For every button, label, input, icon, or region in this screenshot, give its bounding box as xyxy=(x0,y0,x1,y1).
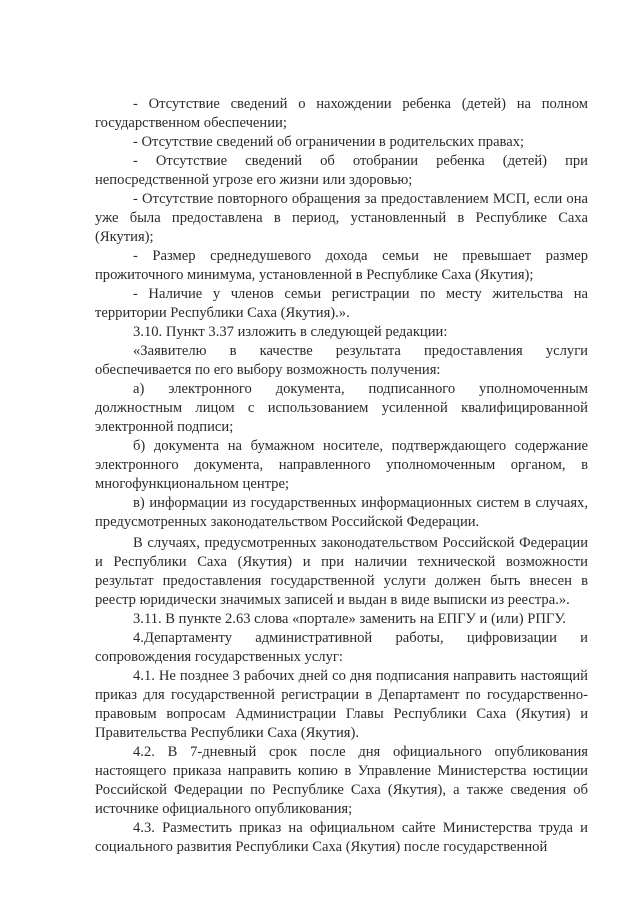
paragraph-4-1: 4.1. Не позднее 3 рабочих дней со дня подписания направить настоящий приказ для государственной регистрации в Департамент по государственно-правовым вопросам Администрации Главы Республики Саха (Якутия) и Правительства Республики Саха (Якутия). xyxy=(95,668,588,741)
paragraph-registry: В случаях, предусмотренных законодательством Российской Федерации и Республики Саха (Якутия) и при наличии технической возможности результат предоставления государственной услуги должен быть внесен в реестр юридически значимых записей и выдан в виде выписки из реестра.». xyxy=(95,535,588,608)
paragraph-3-11: 3.11. В пункте 2.63 слова «портале» заменить на ЕПГУ и (или) РПГУ. xyxy=(133,611,566,627)
paragraph-registration: - Наличие у членов семьи регистрации по месту жительства на территории Республики Саха (Якутия).». xyxy=(95,286,588,321)
paragraph-income-limit: - Размер среднедушевого дохода семьи не превышает размер прожиточного минимума, установленной в Республике Саха (Якутия); xyxy=(95,248,588,283)
paragraph-no-state-support: - Отсутствие сведений о нахождении ребенка (детей) на полном государственном обеспечении; xyxy=(95,96,588,131)
paragraph-4-2: 4.2. В 7-дневный срок после дня официального опубликования настоящего приказа направить копию в Управление Министерства юстиции Российской Федерации по Республике Саха (Якутия), а также сведения об источнике официального опубликования; xyxy=(95,744,588,817)
paragraph-4: 4.Департаменту административной работы, цифровизации и сопровождения государственных услуг: xyxy=(95,630,588,665)
paragraph-no-parental-restriction: - Отсутствие сведений об ограничении в родительских правах; xyxy=(133,134,525,150)
paragraph-no-repeat-request: - Отсутствие повторного обращения за предоставлением МСП, если она уже была предоставлена в период, установленный в Республике Саха (Якутия); xyxy=(95,191,588,245)
paragraph-option-c: в) информации из государственных информационных систем в случаях, предусмотренных законодательством Российской Федерации. xyxy=(95,495,588,530)
paragraph-option-b: б) документа на бумажном носителе, подтверждающего содержание электронного документа, направленного уполномоченным органом, в многофункциональном центре; xyxy=(95,438,588,492)
paragraph-3-10: 3.10. Пункт 3.37 изложить в следующей редакции: xyxy=(133,324,448,340)
paragraph-result-options: «Заявителю в качестве результата предоставления услуги обеспечивается по его выбору возможность получения: xyxy=(95,343,588,378)
paragraph-4-3: 4.3. Разместить приказ на официальном сайте Министерства труда и социального развития Республики Саха (Якутия) после государственной xyxy=(95,820,588,855)
paragraph-option-a: а) электронного документа, подписанного уполномоченным должностным лицом с использованием усиленной квалифицированной электронной подписи; xyxy=(95,381,588,435)
paragraph-no-child-removal: - Отсутствие сведений об отобрании ребенка (детей) при непосредственной угрозе его жизни или здоровью; xyxy=(95,153,588,188)
